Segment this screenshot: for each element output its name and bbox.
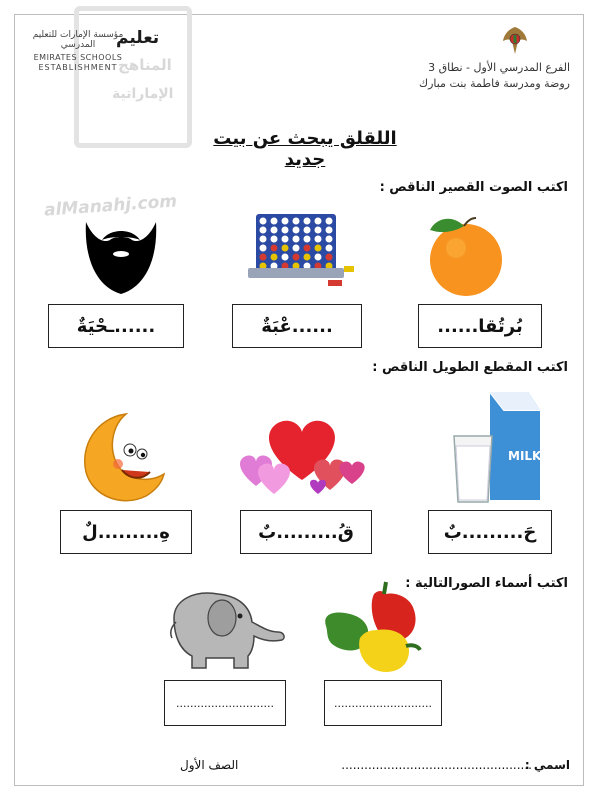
board-hole xyxy=(326,236,333,243)
board-hole xyxy=(282,227,289,234)
board-hole xyxy=(304,236,311,243)
establishment-arabic: مؤسسة الإمارات للتعليم المدرسي xyxy=(32,30,124,50)
board-hole xyxy=(304,245,311,252)
board-hole xyxy=(293,245,300,252)
elephant-icon xyxy=(164,582,290,672)
section3-heading: اكتب أسماء الصورالتالية : xyxy=(405,576,568,591)
name-line[interactable]: .................................................. xyxy=(341,758,532,772)
board-hole xyxy=(293,227,300,234)
school-line-1: الفرع المدرسي الأول - نطاق 3 xyxy=(428,61,570,74)
board-hole xyxy=(282,218,289,225)
watermark-url: alManahj.com xyxy=(43,191,178,221)
uae-emblem-icon xyxy=(498,24,532,58)
taleem-logo-text: تعليم xyxy=(116,28,160,48)
board-hole xyxy=(271,254,278,261)
beard-icon xyxy=(80,214,162,296)
board-hole xyxy=(271,227,278,234)
section1-answer-box-1[interactable]: بُرتُقا...... xyxy=(418,304,542,348)
board-hole xyxy=(271,245,278,252)
board-hole xyxy=(326,218,333,225)
establishment-english-2: ESTABLISHMENT xyxy=(38,63,118,72)
establishment-english-1: EMIRATES SCHOOLS xyxy=(33,53,123,62)
school-info xyxy=(419,60,570,92)
watermark-text-1: المناهج xyxy=(118,56,172,74)
board-hole xyxy=(271,236,278,243)
board-hole xyxy=(315,245,322,252)
board-hole xyxy=(260,218,267,225)
board-hole xyxy=(282,254,289,261)
board-hole xyxy=(326,254,333,261)
section1-heading: اكتب الصوت القصير الناقص : xyxy=(379,180,568,195)
section2-answer-box-2[interactable]: قُ.........بٌ xyxy=(240,510,372,554)
board-hole xyxy=(260,245,267,252)
board-hole xyxy=(304,218,311,225)
section2-answer-box-3[interactable]: هِ.........لٌ xyxy=(60,510,192,554)
board-hole xyxy=(293,218,300,225)
watermark-text-2: الإماراتية xyxy=(112,86,174,102)
section3-answer-box-1[interactable]: ............................ xyxy=(324,680,442,726)
moon-icon xyxy=(78,410,164,506)
board-hole xyxy=(293,254,300,261)
section1-answer-box-2[interactable]: ......عْبَةٌ xyxy=(232,304,362,348)
board-hole xyxy=(304,254,311,261)
establishment-logo xyxy=(18,30,138,73)
board-hole xyxy=(293,236,300,243)
connect-four-game-icon xyxy=(244,212,362,292)
name-label: اسمي : xyxy=(524,758,570,772)
section1-answer-box-3[interactable]: ......ـحْيَةٌ xyxy=(48,304,184,348)
board-hole xyxy=(271,218,278,225)
worksheet-title: اللقلق يبحث عن بيت جديد xyxy=(213,128,397,170)
board-hole xyxy=(282,236,289,243)
milk-carton-icon xyxy=(448,384,552,508)
board-hole xyxy=(315,218,322,225)
board-hole xyxy=(304,227,311,234)
bell-peppers-icon xyxy=(320,580,428,676)
board-hole xyxy=(315,254,322,261)
school-line-2: روضة ومدرسة فاطمة بنت مبارك xyxy=(419,77,570,90)
board-hole xyxy=(315,227,322,234)
board-hole xyxy=(260,236,267,243)
board-hole xyxy=(315,236,322,243)
section2-heading: اكتب المقطع الطويل الناقص : xyxy=(372,360,568,375)
board-hole xyxy=(326,245,333,252)
class-label: الصف الأول xyxy=(180,758,239,772)
section2-answer-box-1[interactable]: حَ.........بٌ xyxy=(428,510,552,554)
section3-answer-box-2[interactable]: ............................ xyxy=(164,680,286,726)
svg-text:MILK: MILK xyxy=(508,449,542,463)
board-hole xyxy=(260,227,267,234)
board-hole xyxy=(282,245,289,252)
orange-icon xyxy=(424,210,504,298)
board-hole xyxy=(326,227,333,234)
board-hole xyxy=(260,254,267,261)
hearts-icon xyxy=(234,410,370,496)
